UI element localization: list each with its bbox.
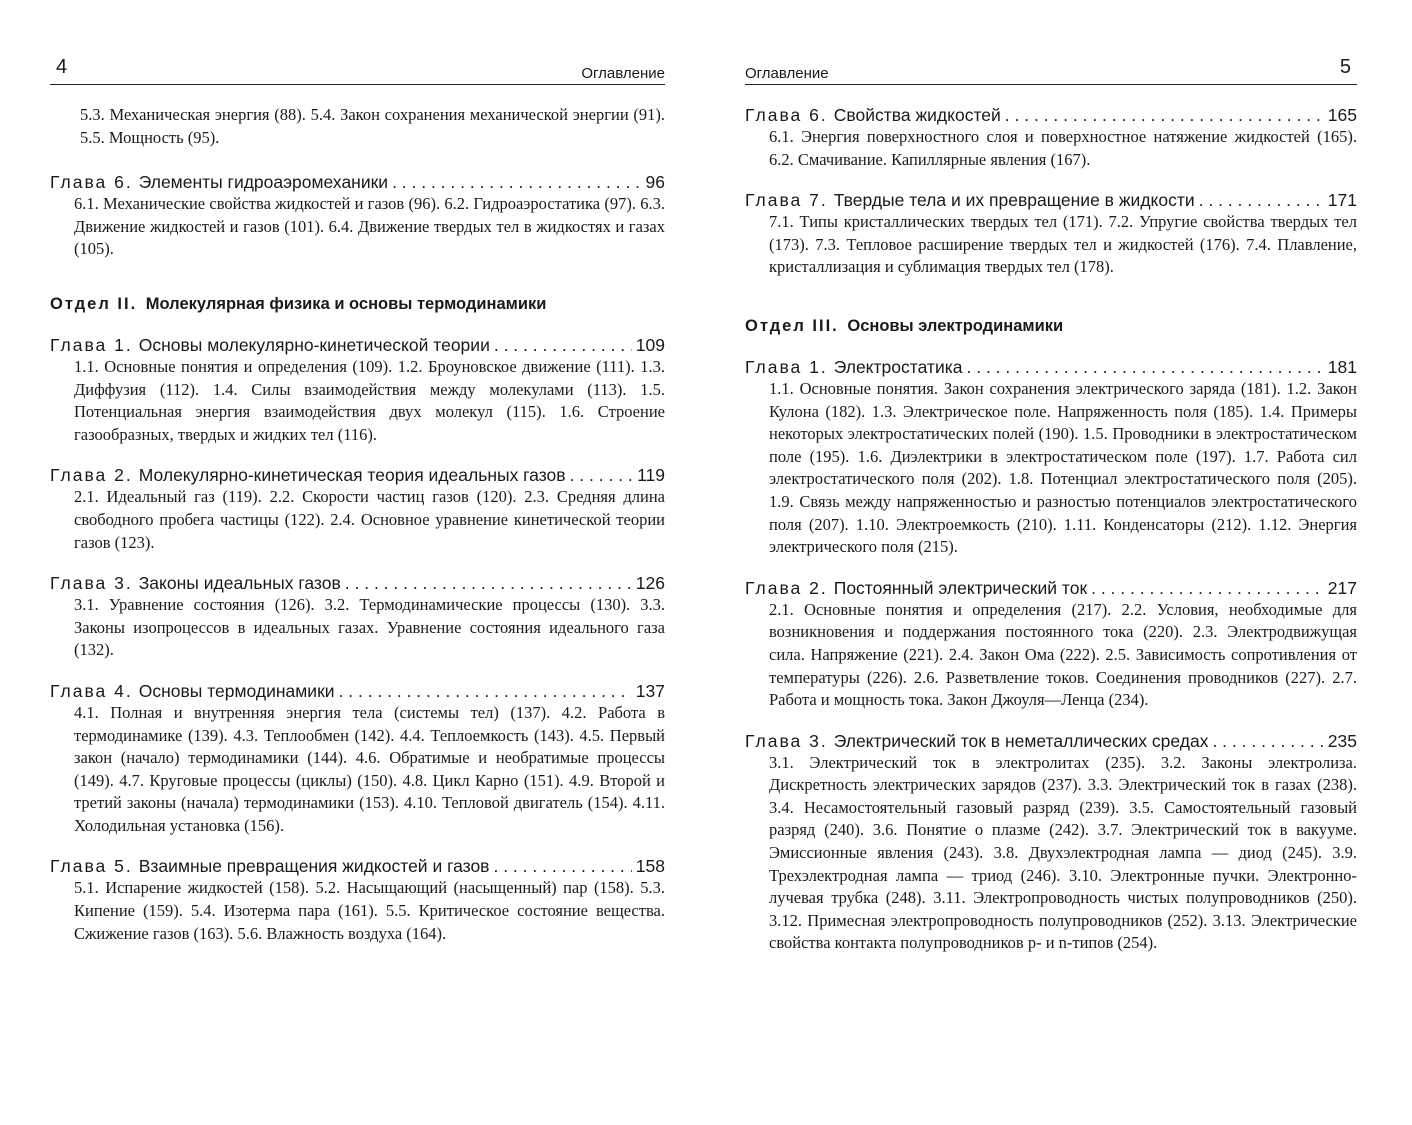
leader-dots — [1005, 104, 1324, 126]
page-number: 5 — [1339, 56, 1351, 78]
chapter-contents: 1.1. Основные понятия. Закон сохранения электрического заряда (181). 1.2. Закон Кулона (182). 1.3. Электрическое поле. Напряженность поля (185). 1.4. Примеры некоторых электростатических полей (190). 1.5. Проводники в электростатическом поле (195). 1.6. Диэлектрики в электростатическом поле (197). 1.7. Работа сил электростатического поля (202). 1.8. Потенциал электростатического поля (205). 1.9. Связь между напряженностью и разностью потенциалов электростатического поля (207). 1.10. Электроемкость (210). 1.11. Конденсаторы (212). 1.12. Энергия электрического поля (215). — [769, 378, 1357, 557]
chapter-title: Основы термодинамики — [138, 680, 335, 701]
chapter-title: Твердые тела и их превращение в жидкости — [833, 190, 1195, 211]
chapter-title: Постоянный электрический ток — [833, 577, 1088, 598]
chapter-label: Глава 2. — [745, 577, 828, 598]
chapter-contents: 6.1. Механические свойства жидкостей и газов (96). 6.2. Гидроаэростатика (97). 6.3. Движение жидкостей и газов (101). 6.4. Движение твердых тел в жидкостях и газах (105). — [74, 194, 665, 259]
chapter-title: Электрический ток в неметаллических средах — [833, 730, 1209, 751]
chapter-contents: 3.1. Электрический ток в электролитах (235). 3.2. Законы электролиза. Дискретность электрических зарядов (237). 3.3. Электрический ток в газах (238). 3.4. Несамостоятельный газовый разряд (239). 3.5. Самостоятельный газовый разряд (240). 3.6. Понятие о плазме (242). 3.7. Электрический ток в вакууме. Эмиссионные явления (243). 3.8. Двухэлектродная лампа — диод (245). 3.9. Трехэлектродная лампа — триод (246). 3.10. Электронные пучки. Электронно-лучевая трубка (248). 3.11. Электропроводность чистых полупроводников (250). 3.12. Примесная электропроводность полупроводников (252). 3.13. Электрические свойства контакта полупроводников p- и n-типов (254). — [769, 752, 1357, 953]
toc-chapter — [50, 464, 665, 554]
chapter-label: Глава 6. — [50, 172, 133, 193]
page-number: 4 — [56, 56, 68, 78]
leader-dots — [392, 171, 641, 193]
chapter-page: 96 — [645, 172, 665, 193]
chapter-title: Законы идеальных газов — [138, 573, 341, 594]
section-title: Основы электродинамики — [847, 316, 1064, 335]
chapter-title: Свойства жидкостей — [833, 105, 1001, 125]
leader-dots — [1091, 577, 1324, 599]
section-title: Молекулярная физика и основы термодинамики — [145, 294, 547, 313]
chapter-title: Молекулярно-кинетическая теория идеальных газов — [138, 465, 566, 486]
leader-dots — [345, 572, 632, 594]
toc-chapter — [50, 680, 665, 838]
leader-dots — [967, 356, 1324, 378]
section-heading — [745, 317, 1357, 336]
chapter-contents: 2.1. Идеальный газ (119). 2.2. Скорости частиц газов (120). 2.3. Средняя длина свободного пробега частицы (122). 2.4. Основное уравнение кинетической теории газов (123). — [74, 487, 665, 552]
chapter-page: 126 — [635, 573, 665, 594]
leader-dots — [1212, 730, 1323, 752]
toc-chapter — [50, 855, 665, 945]
chapter-contents: 2.1. Основные понятия и определения (217). 2.2. Условия, необходимые для возникновения и поддержания постоянного тока (220). 2.3. Электродвижущая сила. Напряжение (221). 2.4. Закон Ома (222). 2.5. Зависимость сопротивления от температуры (226). 2.6. Разветвление токов. Соединения проводников (227). 2.7. Работа и мощность тока. Закон Джоуля—Ленца (234). — [769, 599, 1357, 710]
chapter-contents: 7.1. Типы кристаллических твердых тел (171). 7.2. Упругие свойства твердых тел (173). 7.3. Тепловое расширение твердых тел и жидкостей (176). 7.4. Плавление, кристаллизация и сублимация твердых тел (178). — [769, 212, 1357, 277]
leader-dots — [493, 855, 631, 877]
chapter-label: Глава 1. — [745, 356, 828, 377]
chapter-label: Глава 3. — [745, 730, 828, 751]
chapter-label: Глава 5. — [50, 856, 133, 877]
chapter-page: 181 — [1327, 356, 1357, 377]
chapter-title: Взаимные превращения жидкостей и газов — [138, 856, 490, 877]
section-label: Отдел III. — [745, 316, 839, 335]
left-page — [50, 0, 665, 1125]
toc-chapter — [745, 730, 1357, 955]
running-header — [50, 58, 665, 85]
toc-chapter — [50, 572, 665, 662]
chapter-page: 235 — [1327, 730, 1357, 751]
leader-dots — [570, 464, 634, 486]
chapter-label: Глава 2. — [50, 465, 133, 486]
chapter-title: Элементы гидроаэромеханики — [138, 172, 389, 193]
chapter-label: Глава 3. — [50, 573, 133, 594]
chapter-contents: 5.1. Испарение жидкостей (158). 5.2. Насыщающий (насыщенный) пар (158). 5.3. Кипение (159). 5.4. Изотерма пара (161). 5.5. Критическое состояние вещества. Сжижение газов (163). 5.6. Влажность воздуха (164). — [74, 878, 665, 943]
toc-chapter — [50, 334, 665, 446]
leader-dots — [339, 680, 632, 702]
leader-dots — [494, 334, 632, 356]
chapter-contents: 4.1. Полная и внутренняя энергия тела (системы тел) (137). 4.2. Работа в термодинамике (139). 4.3. Теплообмен (142). 4.4. Теплоемкость (143). 4.5. Первый закон (начало) термодинамики (144). 4.6. Обратимые и необратимые процессы (149). 4.7. Круговые процессы (циклы) (150). 4.8. Цикл Карно (151). 4.9. Второй и третий законы (начала) термодинамики (153). 4.10. Тепловой двигатель (154). 4.11. Холодильная установка (156). — [74, 702, 665, 835]
section-heading — [50, 295, 665, 314]
toc-chapter — [50, 171, 665, 261]
chapter-label: Глава 4. — [50, 680, 133, 701]
section-label: Отдел II. — [50, 294, 138, 313]
chapter-page: 137 — [635, 680, 665, 701]
chapter-contents: 6.1. Энергия поверхностного слоя и поверхностное натяжение жидкостей (165). 6.2. Смачивание. Капиллярные явления (167). — [769, 127, 1357, 169]
chapter-page: 119 — [637, 465, 665, 486]
toc-chapter — [745, 104, 1357, 171]
chapter-title: Основы молекулярно-кинетической теории — [138, 334, 490, 355]
chapter-page: 171 — [1327, 190, 1357, 211]
chapter-page: 109 — [635, 334, 665, 355]
chapter-page: 158 — [635, 856, 665, 877]
chapter-label: Глава 7. — [745, 190, 828, 211]
toc-chapter — [745, 577, 1357, 712]
chapter-title: Электростатика — [833, 356, 963, 377]
chapter-page: 217 — [1327, 577, 1357, 598]
continuation-text: 5.3. Механическая энергия (88). 5.4. Закон сохранения механической энергии (91). 5.5. Мощность (95). — [80, 105, 665, 147]
toc-chapter — [745, 356, 1357, 559]
chapter-page: 165 — [1327, 105, 1357, 125]
chapter-contents: 1.1. Основные понятия и определения (109). 1.2. Броуновское движение (111). 1.3. Диффузия (112). 1.4. Силы взаимодействия между молекулами (113). 1.5. Потенциальная энергия взаимодействия двух молекул (115). 1.6. Строение газообразных, твердых и жидких тел (116). — [74, 356, 665, 444]
header-title: Оглавление — [745, 65, 829, 82]
chapter-contents: 3.1. Уравнение состояния (126). 3.2. Термодинамические процессы (130). 3.3. Законы изопроцессов в идеальных газах. Уравнение состояния идеального газа (132). — [74, 595, 665, 660]
right-page — [745, 0, 1357, 1125]
leader-dots — [1199, 189, 1324, 211]
chapter-label: Глава 6. — [745, 105, 828, 125]
header-title: Оглавление — [581, 65, 665, 82]
toc-chapter — [745, 189, 1357, 279]
chapter-label: Глава 1. — [50, 334, 133, 355]
running-header — [745, 58, 1357, 85]
